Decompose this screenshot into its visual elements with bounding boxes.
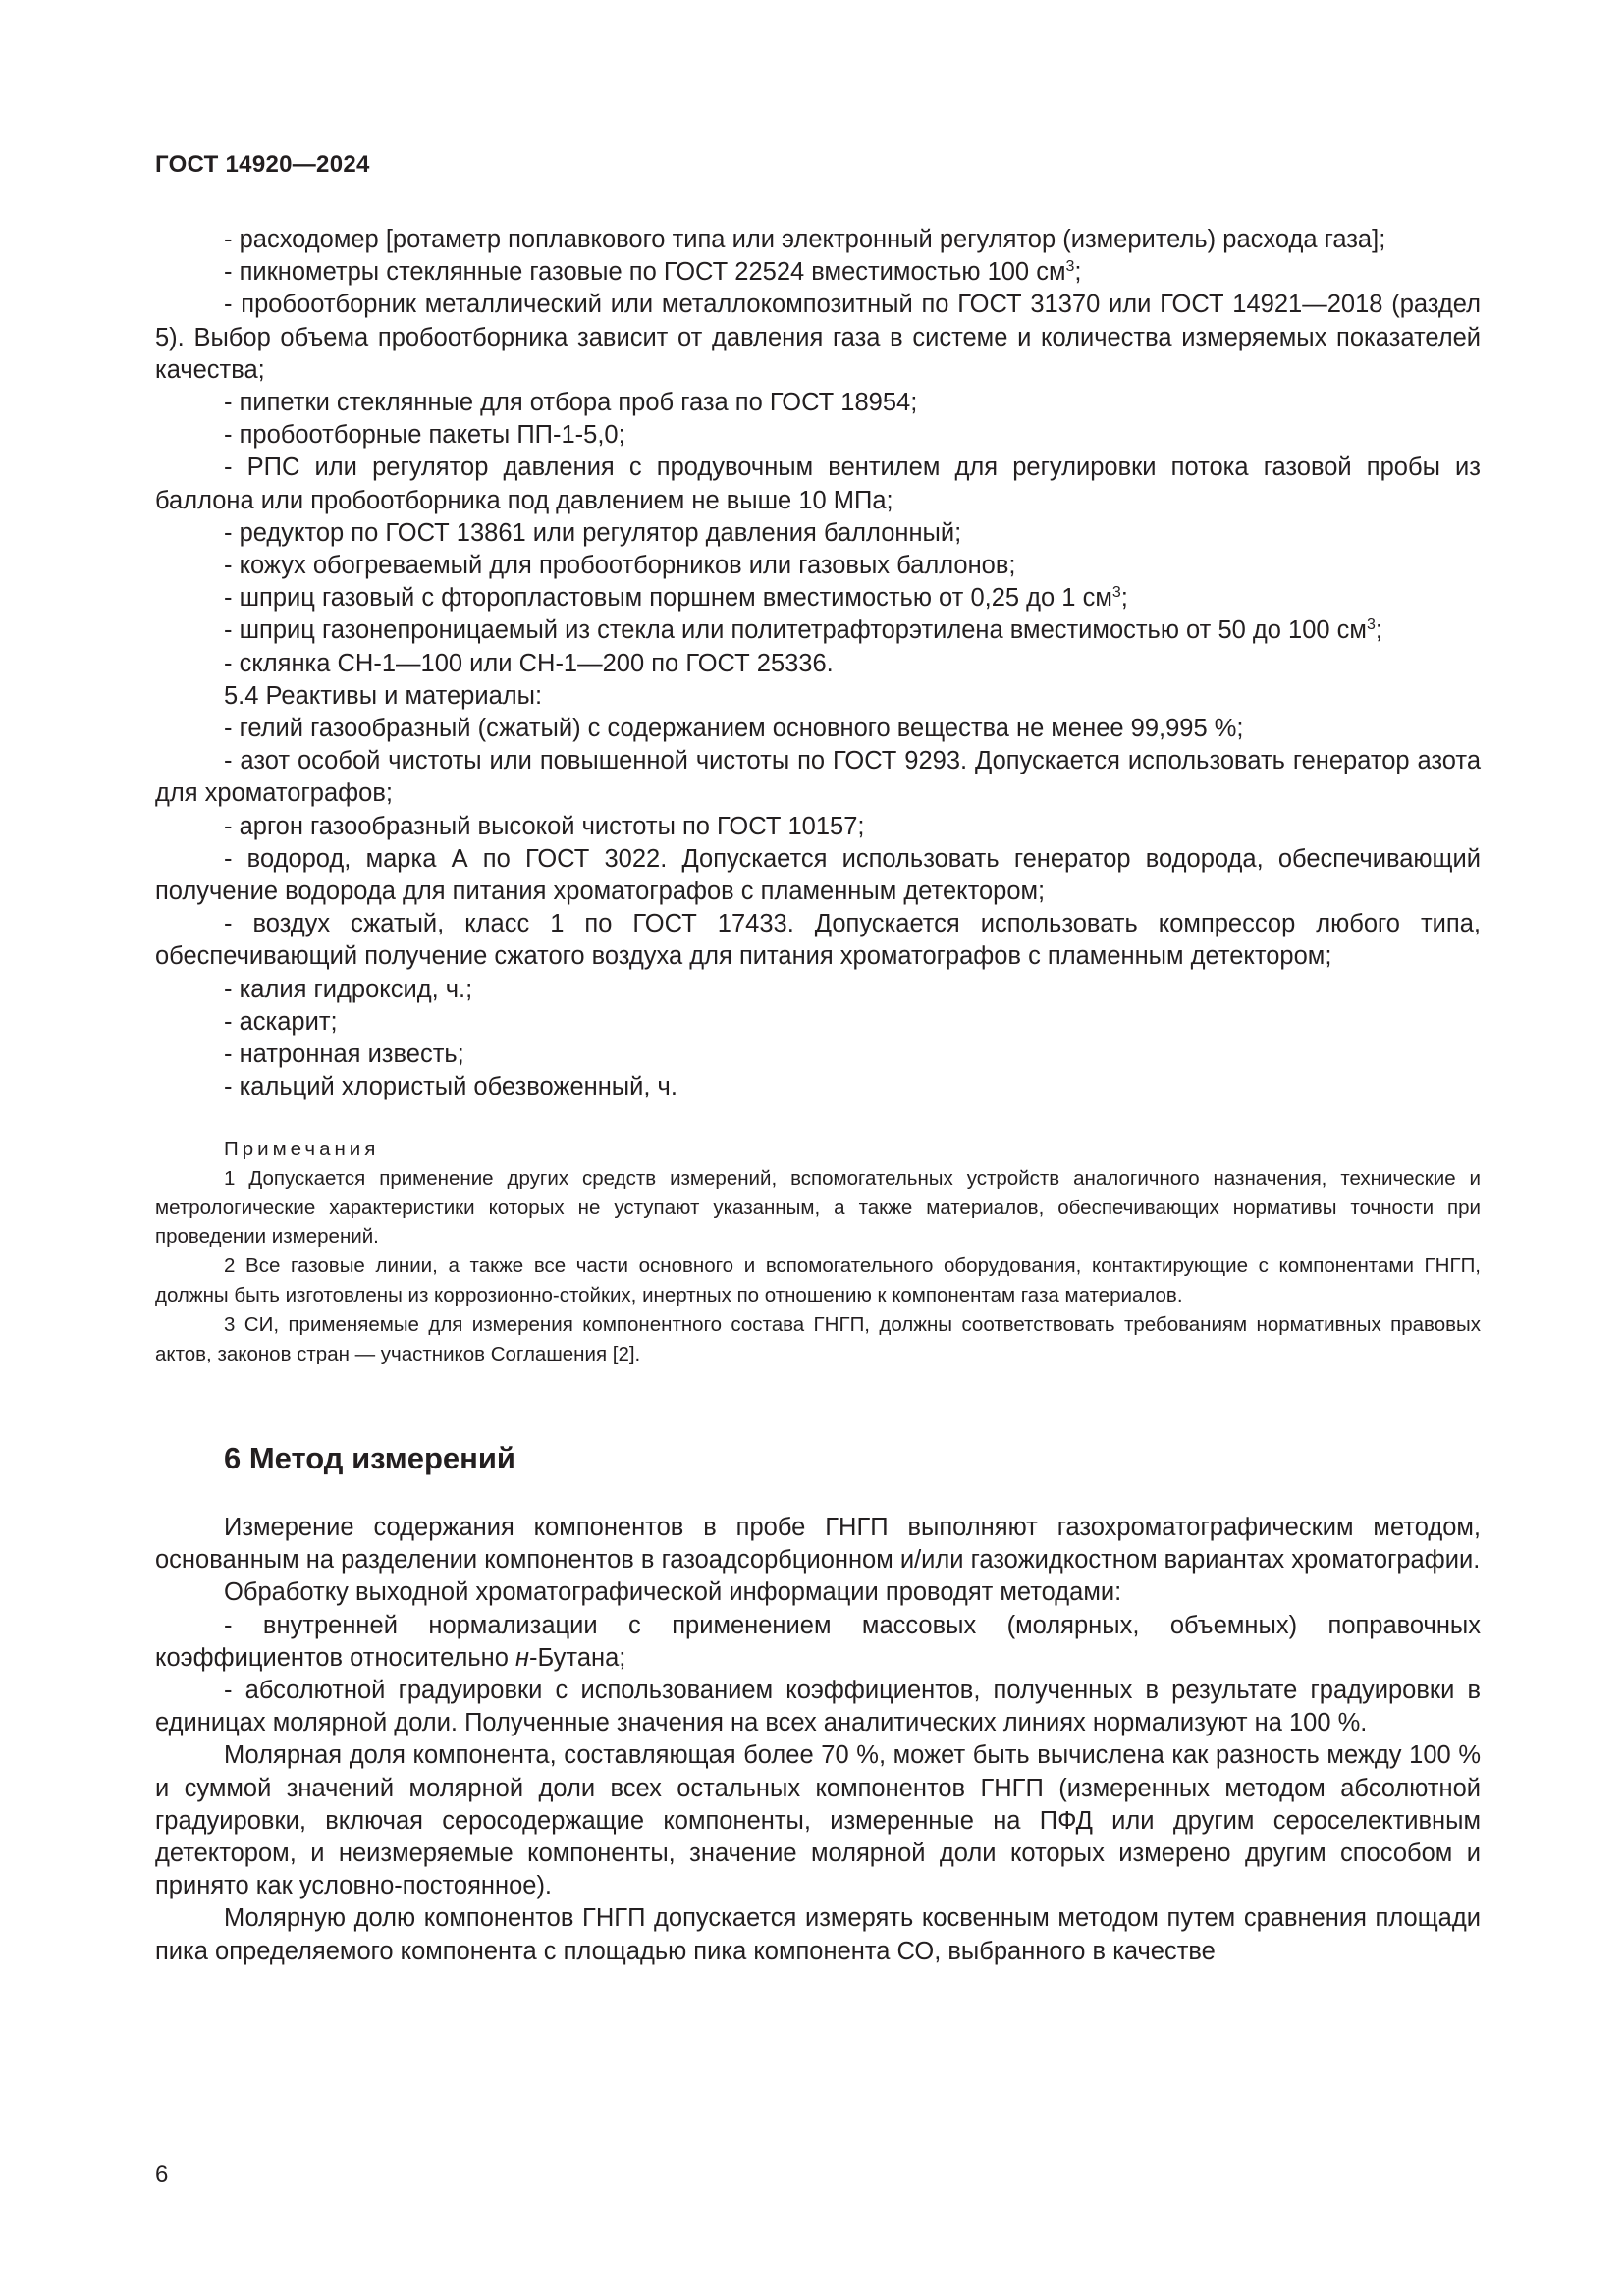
list-item-text: - склянка СН-1—100 или СН-1—200 по ГОСТ 25336.	[224, 649, 834, 677]
italic-text: н	[514, 1643, 530, 1672]
list-item	[155, 256, 1481, 289]
list-item-text: - кожух обогреваемый для пробоотборников или газовых баллонов;	[224, 552, 1016, 580]
superscript: 3	[1111, 584, 1121, 602]
paragraph	[155, 1610, 1481, 1675]
list-item	[155, 908, 1481, 973]
notes-title: Примечания	[224, 1138, 380, 1160]
section-title: 6 Метод измерений	[224, 1441, 515, 1475]
list-item-text: - расходомер [ротаметр поплавкового типа или электронный регулятор (измеритель) расхода газа];	[224, 226, 1386, 253]
list-item-text: - пробоотборник металлический или металлокомпозитный по ГОСТ 31370 или ГОСТ 14921—2018 (раздел 5). Выбор объема пробоотборника зависит от давления газа в системе и количества измеряемых показателей качества;	[155, 291, 1481, 384]
list-item-text: - шприц газонепроницаемый из стекла или политетрафторэтилена вместимостью от 50 до 100 см	[224, 616, 1367, 645]
note-item: 1 Допускается применение других средств измерений, вспомогательных устройств аналогичного назначения, технические и метрологические характеристики которых не уступают указанным, а также материалов, обеспечивающих нормативы точности при проведении измерений.	[155, 1166, 1481, 1249]
list-item	[155, 1006, 1481, 1039]
list-item	[155, 550, 1481, 582]
list-item-text: - кальций хлористый обезвоженный, ч.	[224, 1073, 677, 1101]
list-item-tail: ;	[1074, 258, 1082, 287]
page-number: 6	[155, 2162, 169, 2188]
list-item	[155, 517, 1481, 550]
notes-block	[155, 1135, 1481, 1368]
list-item-text: - редуктор по ГОСТ 13861 или регулятор давления баллонный;	[224, 518, 962, 547]
equipment-list	[155, 224, 1481, 680]
list-item-text: - воздух сжатый, класс 1 по ГОСТ 17433. Допускается использовать компрессор любого типа, обеспечивающий получение сжатого воздуха для питания хроматографов с пламенным детектором;	[155, 910, 1481, 971]
document-header: ГОСТ 14920—2024	[155, 151, 370, 178]
list-item-text: - калия гидроксид, ч.;	[224, 975, 473, 1003]
superscript: 3	[1366, 616, 1376, 634]
paragraph: Измерение содержания компонентов в пробе ГНГП выполняют газохроматографическим методом, основанным на разделении компонентов в газоадсорбционном и/или газожидкостном вариантах хроматографии.	[155, 1514, 1481, 1575]
reagents-list	[155, 713, 1481, 1103]
list-item	[155, 224, 1481, 256]
list-item-text: - водород, марка А по ГОСТ 3022. Допускается использовать генератор водорода, обеспечивающий получение водорода для питания хроматографов с пламенным детектором;	[155, 844, 1481, 906]
note-item: 2 Все газовые линии, а также все части основного и вспомогательного оборудования, контактирующие с компонентами ГНГП, должны быть изготовлены из коррозионно-стойких, инертных по отношению к компонентам газа материалов.	[155, 1255, 1481, 1307]
list-item	[155, 713, 1481, 745]
list-item-text: - азот особой чистоты или повышенной чистоты по ГОСТ 9293. Допускается использовать генератор азота для хроматографов;	[155, 747, 1481, 808]
list-item-text: - РПС или регулятор давления с продувочным вентилем для регулировки потока газовой пробы из баллона или пробоотборника под давлением не выше 10 МПа;	[155, 454, 1481, 514]
list-item	[155, 419, 1481, 452]
list-item	[155, 974, 1481, 1006]
list-item	[155, 452, 1481, 516]
list-item-text: - пробоотборные пакеты ПП-1-5,0;	[224, 421, 625, 450]
reagents-heading: 5.4 Реактивы и материалы:	[224, 681, 543, 710]
paragraph: Обработку выходной хроматографической информации проводят методами:	[224, 1578, 1122, 1607]
list-item-text: - пипетки стеклянные для отбора проб газа по ГОСТ 18954;	[224, 389, 918, 417]
text-run: -Бутана;	[529, 1643, 626, 1672]
list-item-tail: ;	[1120, 584, 1128, 613]
superscript: 3	[1065, 258, 1075, 276]
section-6-body	[155, 1512, 1481, 1968]
list-item-text: - шприц газовый с фторопластовым поршнем вместимостью от 0,25 до 1 см	[224, 584, 1112, 613]
list-item	[155, 843, 1481, 908]
list-item	[155, 648, 1481, 680]
list-item-tail: ;	[1375, 616, 1382, 645]
note-item: 3 СИ, применяемые для измерения компонентного состава ГНГП, должны соответствовать требованиям нормативных правовых актов, законов стран — участников Соглашения [2].	[155, 1312, 1481, 1365]
list-item-text: - пикнометры стеклянные газовые по ГОСТ 22524 вместимостью 100 см	[224, 258, 1066, 287]
paragraph: - абсолютной градуировки с использованием коэффициентов, полученных в результате градуировки в единицах молярной доли. Полученные значения на всех аналитических линиях нормализуют на 100 %.	[155, 1677, 1481, 1737]
paragraph: Молярную долю компонентов ГНГП допускается измерять косвенным методом путем сравнения площади пика определяемого компонента с площадью пика компонента СО, выбранного в качестве	[155, 1904, 1481, 1965]
list-item	[155, 745, 1481, 810]
list-item	[155, 614, 1481, 647]
list-item	[155, 582, 1481, 614]
list-item	[155, 1039, 1481, 1071]
equipment-and-reagents	[155, 224, 1481, 1103]
list-item	[155, 811, 1481, 843]
list-item	[155, 289, 1481, 387]
list-item-text: - гелий газообразный (сжатый) с содержанием основного вещества не менее 99,995 %;	[224, 715, 1244, 743]
list-item-text: - аскарит;	[224, 1007, 338, 1036]
list-item-text: - аргон газообразный высокой чистоты по ГОСТ 10157;	[224, 812, 865, 840]
list-item-text: - натронная известь;	[224, 1041, 464, 1069]
list-item	[155, 1071, 1481, 1103]
paragraph: Молярная доля компонента, составляющая более 70 %, может быть вычислена как разность между 100 % и суммой значений молярной доли всех остальных компонентов ГНГП (измеренных методом абсолютной градуировки, включая серосодержащие компоненты, измеренные на ПФД или другим сероселективным детектором, и неизмеряемые компоненты, значение молярной доли которых измерено другим способом и принято как условно-постоянное).	[155, 1741, 1481, 1900]
list-item	[155, 387, 1481, 419]
text-run: - внутренней нормализации с применением массовых (молярных, объемных) поправочных коэффициентов относительно	[155, 1611, 1481, 1672]
